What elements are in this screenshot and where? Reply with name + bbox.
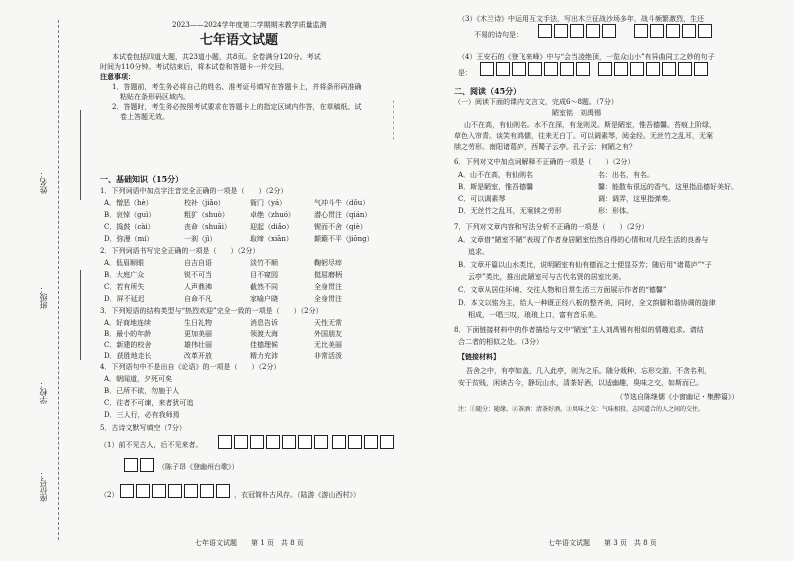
question-stem: 合二者的相似之处。（3分）	[458, 338, 543, 346]
option-cell: 全身贯注	[314, 283, 342, 291]
option-cell: 气冲斗牛（dǒu）	[314, 199, 370, 207]
option-text: 追求。	[468, 248, 489, 256]
passage-title: 陋室铭 刘禹锡	[552, 109, 601, 117]
option-cell: 粗犷（shuò）	[184, 211, 229, 219]
fill-text: 是：	[458, 69, 472, 77]
intro-text: 时间为110分钟。考试结束后，将本试卷和答题卡一并交回。	[100, 63, 289, 71]
option-cell: 卓绝（zhuó）	[250, 211, 295, 219]
option-text: 相成，一唱三叹，琅琅上口，富有音乐美。	[468, 311, 601, 319]
binding-cut-line	[58, 20, 59, 540]
option-cell: 馨：能散布很远的香气，这里指品德好美好。	[598, 183, 738, 191]
question-stem: 4．下列语句中不是出自《论语》的一项是（ ）（2分）	[100, 363, 281, 371]
answer-boxes[interactable]	[538, 24, 616, 38]
option-cell: 校补（jiǎo）	[184, 199, 225, 207]
option-cell: 领渡大海	[250, 330, 278, 338]
answer-boxes[interactable]	[218, 435, 328, 449]
option-cell: 消息告诉	[250, 319, 278, 327]
option-text: D．本文以铭为主，给人一种既正经八板的整齐美，同时，全文韵脚和谐协调的旋律	[458, 299, 716, 307]
option-cell: 调：调弄，这里指弹奏。	[598, 195, 675, 203]
subsection-title: （一）阅读下面的课内文言文，完成6～8题。（7分）	[454, 98, 618, 106]
student-name-label: 姓名：	[39, 170, 48, 194]
fill-text: （2）	[100, 491, 119, 499]
option-cell: 形：形体。	[598, 207, 633, 215]
answer-boxes[interactable]	[120, 484, 230, 498]
option-cell: 全身贯注	[314, 295, 342, 303]
exam-name: 2023——2024学年度第二学期期末教学质量监测	[172, 21, 327, 29]
option-text: A．朝闻道，夕死可矣	[104, 375, 173, 383]
question-stem: 3．下列短语的结构类型与“热烈欢迎”完全一致的一项是（ ）（2分）	[100, 307, 323, 315]
intro-text: 本试卷包括四道大题，共23道小题，共8页。全卷满分120分。考试	[112, 53, 321, 61]
option-cell: 精力充沛	[250, 352, 278, 360]
school-label: 学校：	[39, 380, 48, 404]
option-cell: C．捣鼓（cài）	[104, 223, 155, 231]
note-text: 2．答题时，考生务必按照考试要求在答题卡上的指定区域内作答，在草稿纸、试	[112, 103, 362, 111]
passage-text: 牍之劳形。南阳诸葛庐，西蜀子云亭。孔子云：何陋之有？	[454, 143, 636, 151]
option-cell: 迎起（diǎo）	[250, 223, 294, 231]
option-cell: B．斯是陋室，惟吾德馨	[458, 183, 534, 191]
note-text: 粘贴在条形码区域内。	[120, 93, 190, 101]
answer-boxes[interactable]	[332, 435, 394, 449]
option-cell: D．获胜地走长	[104, 352, 152, 360]
option-cell: D．屏不延迟	[104, 295, 145, 303]
option-cell: B．大庭广众	[104, 271, 145, 279]
option-cell: 天性无常	[314, 319, 342, 327]
question-stem: 5．古诗文默写填空（7分）	[100, 424, 186, 432]
notes-heading: 注意事项：	[100, 72, 135, 81]
option-cell: 家喻户晓	[250, 295, 278, 303]
material-text: 吾舍之中，有亭如盖，几入此亭，则为之乐。随分栽种，忘形交游，不贪名利，	[466, 367, 711, 375]
fill-source: ，衣冠简朴古风存。（陆游《游山西村》）	[234, 491, 360, 499]
answer-boxes[interactable]	[598, 62, 708, 76]
question-stem: 6．下列对文中加点词解释不正确的一项是（ ）（2分）	[454, 158, 635, 166]
page-footer: 七年语文试题 第 3 页 共 8 页	[548, 539, 657, 547]
option-text: B．文章开篇以山水类比，说明陋室有仙有德而之士便显芬芳；随后用“诸葛庐”“子	[458, 261, 712, 269]
option-cell: 取缔（xiān）	[250, 235, 293, 243]
passage-text: 山不在高，有仙则名。水不在深，有龙则灵。斯是陋室，惟吾德馨。苔痕上阶绿，	[464, 121, 716, 129]
option-cell: A．好商地连续	[104, 319, 152, 327]
link-heading: 【链接材料】	[458, 352, 500, 361]
option-cell: 自吉自语	[184, 259, 212, 267]
fill-text: 不易的诗句是：	[474, 31, 523, 39]
option-cell: C．可以调素琴	[458, 195, 506, 203]
option-cell: 改革开放	[184, 352, 212, 360]
question-stem: 7．下列对文章内容和写法分析不正确的一项是（ ）（2分）	[454, 223, 649, 231]
option-cell: 雄伟壮丽	[184, 341, 212, 349]
fold-line	[393, 100, 394, 140]
option-cell: 一刹（jì）	[184, 235, 217, 243]
margin-line	[80, 110, 81, 200]
option-cell: 目不窥园	[250, 271, 278, 279]
section-title: 二、阅读（45分）	[454, 86, 522, 96]
option-cell: 无比美丽	[314, 341, 342, 349]
seat-number-label: 座位号：	[39, 470, 48, 502]
option-cell: 佳德理候	[250, 341, 278, 349]
option-cell: A．憎恶（hè）	[104, 199, 153, 207]
option-cell: 锐不可当	[184, 271, 212, 279]
option-cell: 锲而不舍（qiè）	[314, 223, 367, 231]
option-cell: 截然不同	[250, 283, 278, 291]
option-cell: 挺屈磨柄	[314, 271, 342, 279]
page-title: 七年语文试题	[200, 33, 279, 48]
question-stem: 8．下面链接材料中的作者描绘与文中“陋室”主人刘禹锡有相似的情趣追求。请结	[454, 326, 704, 334]
right-page	[402, 0, 782, 561]
page-footer: 七年语文试题 第 1 页 共 8 页	[195, 539, 304, 547]
margin-line	[80, 270, 81, 360]
option-cell: A．山不在高，有仙则名	[458, 171, 534, 179]
option-cell: B．最小的年龄	[104, 330, 152, 338]
question-stem: 1．下列词语中加点字注音完全正确的一项是（ ）（2分）	[100, 187, 288, 195]
class-label: 班级：	[39, 285, 48, 309]
note-text: 1．答题前，考生务必将自己的姓名、准考证号填写在答题卡上，并将条形码准确	[112, 83, 362, 91]
section-title: 一、基础知识（15分）	[100, 174, 184, 184]
fill-text: （1）前不见古人，后不见来者。	[100, 441, 203, 449]
option-cell: C．新建的校舍	[104, 341, 152, 349]
answer-boxes[interactable]	[124, 458, 154, 472]
answer-boxes[interactable]	[634, 24, 712, 38]
option-cell: D．弥漫（mí）	[104, 235, 154, 243]
option-text: A．文章借“陋室不陋”表现了作者身居陋室怡然自得的心情和对几经生活的良善与	[458, 236, 709, 244]
note-text: 卷上答题无效。	[120, 113, 169, 121]
fill-text: （4）王安石的《登飞来峰》中与“会当凌绝顶，一览众山小”有异曲同工之妙的句子	[458, 53, 715, 61]
fill-source: （陈子昂《登幽州台歌》）	[158, 463, 239, 471]
option-cell: 潜心贯注（qián）	[314, 211, 372, 219]
left-page	[100, 0, 390, 561]
option-cell: 衙门（yá）	[250, 199, 287, 207]
option-text: D．三人行，必有我师焉	[104, 411, 180, 419]
option-cell: B．哀悼（guì）	[104, 211, 156, 219]
option-cell: 鞠躬尽瘁	[314, 259, 342, 267]
fill-text: （3）《木兰诗》中运用互文手法，写出木兰征战沙场多年，战斗频繁激烈，生还	[458, 15, 704, 23]
option-cell: 自命不凡	[184, 295, 212, 303]
option-cell: 颠簸不平（jiōng）	[314, 235, 374, 243]
material-text: 安于贫贱，闲读古今，静玩山水，清茶好酒，以适幽趣，臭味之交，如斯而已。	[458, 379, 703, 387]
option-cell: D．无丝竹之乱耳，无案牍之劳形	[458, 207, 562, 215]
material-source: （节选自陈继儒《小窗幽记・集醉篇》）	[616, 393, 739, 401]
option-cell: 丧命（shuāi）	[184, 223, 232, 231]
option-cell: A．低眉顺眼	[104, 259, 145, 267]
option-cell: 外国朋友	[314, 330, 342, 338]
question-stem: 2．下列词语书写完全正确的一项是（ ）（2分）	[100, 247, 260, 255]
option-text: C．往者不可谏，来者犹可追	[104, 399, 194, 407]
material-note: 注：①随分：随缘。②茶酒：清茶好酒。③臭味之交：气味相投、志同道合的人之间的交往。	[458, 406, 705, 413]
option-text: B．己所不欲，勿施于人	[104, 387, 180, 395]
option-cell: 淡竹不顺	[250, 259, 278, 267]
option-cell: 生日礼物	[184, 319, 212, 327]
option-text: 云亭”类比，推出此陋室可与古代名贤的居室比美。	[468, 273, 626, 281]
option-cell: 名：出名，有名。	[598, 171, 654, 179]
passage-text: 草色入帘青。谈笑有鸿儒，往来无白丁。可以调素琴，阅金经。无丝竹之乱耳，无案	[454, 132, 713, 140]
binding-margin	[0, 0, 78, 561]
option-cell: 人声鼎沸	[184, 283, 212, 291]
option-cell: 非常活泼	[314, 352, 342, 360]
option-cell: 更加美丽	[184, 330, 212, 338]
option-text: C．文章从居住环境、交往人物和日常生活三方面展示作者的“德馨”	[458, 286, 667, 294]
answer-boxes[interactable]	[480, 62, 590, 76]
option-cell: C．若有所失	[104, 283, 145, 291]
